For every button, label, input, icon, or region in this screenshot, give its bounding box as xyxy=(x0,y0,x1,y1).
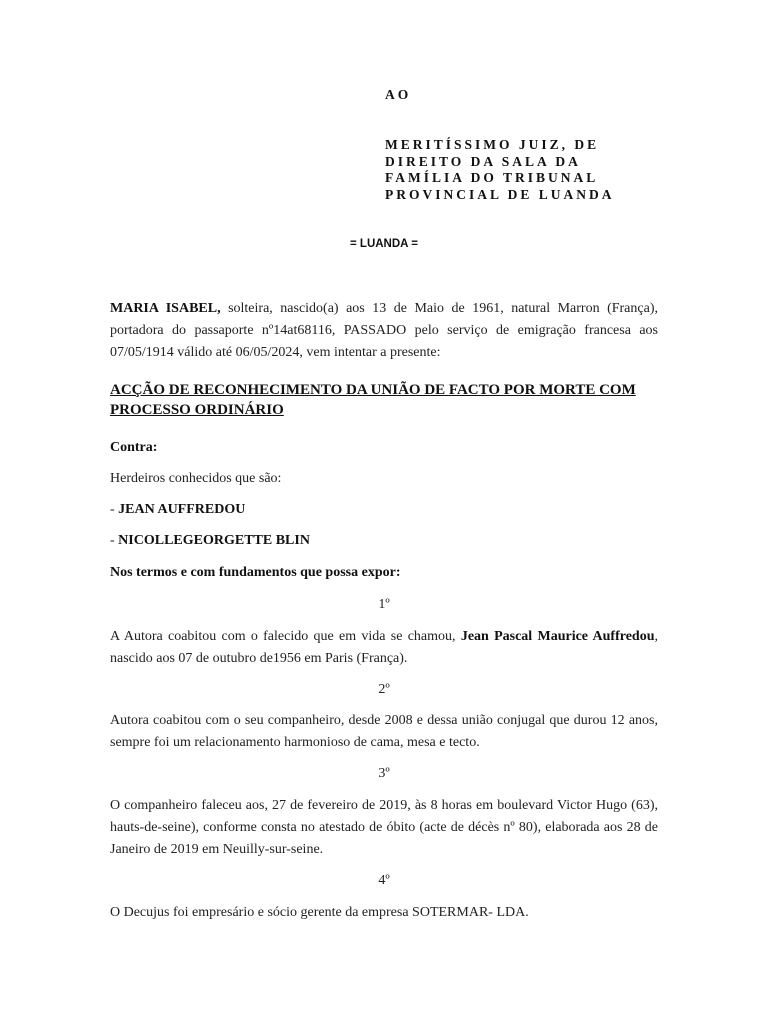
article-paragraph: O companheiro faleceu aos, 27 de fevereiro de 2019, às 8 horas em boulevard Victor Hugo (63), hauts-de-seine), conforme consta no atestado de óbito (acte de décès nº 80), elaborada aos 28 de Janeiro de 2019 em Neuilly-sur-seine. xyxy=(110,798,658,857)
heirs-intro-text: Herdeiros conhecidos que são: xyxy=(110,471,282,486)
action-title-text: ACÇÃO DE RECONHECIMENTO DA UNIÃO DE FACTO POR MORTE COM PROCESSO ORDINÁRIO xyxy=(110,382,636,418)
addressee-line: MERITÍSSIMO JUIZ, DE xyxy=(385,137,600,152)
addressee-line: DIREITO DA SALA DA xyxy=(385,153,581,169)
article-number: 4º xyxy=(378,873,390,888)
addressee-ao: AO xyxy=(385,87,412,102)
article-number: 3º xyxy=(378,766,390,781)
heir-item: - JEAN AUFFREDOU xyxy=(110,502,246,517)
addressee-judge xyxy=(385,137,685,203)
article-paragraph: O Decujus foi empresário e sócio gerente da empresa SOTERMAR- LDA. xyxy=(110,905,529,920)
heirs-intro xyxy=(110,468,658,490)
addressee-line: FAMÍLIA DO TRIBUNAL xyxy=(385,170,599,185)
action-title xyxy=(110,381,658,420)
article-paragraph: Autora coabitou com o seu companheiro, desde 2008 e dessa união conjugal que durou 12 anos, sempre foi um relacionamento harmonioso de cama, mesa e tecto. xyxy=(110,713,658,750)
article-number: 2º xyxy=(378,682,390,697)
article-number: 1º xyxy=(378,597,390,612)
heir-name: NICOLLEGEORGETTE BLIN xyxy=(118,533,310,548)
contra-heading xyxy=(110,437,658,459)
article-paragraph: A Autora coabitou com o falecido que em vida se chamou, Jean Pascal Maurice Auffredou, nascido aos 07 de outubro de1956 em Paris (França). xyxy=(110,629,658,666)
deceased-name: Jean Pascal Maurice Auffredou xyxy=(460,629,655,644)
intro-paragraph xyxy=(110,298,658,364)
heir-name: JEAN AUFFREDOU xyxy=(118,502,246,517)
city-text: = LUANDA = xyxy=(350,238,418,250)
addressee-line: PROVINCIAL DE LUANDA xyxy=(385,186,615,202)
intro-text: solteira, nascido(a) aos 13 de Maio de 1961, natural Marron (França), portadora do passaporte nº14at68116, PASSADO pelo serviço de emigração francesa aos 07/05/1914 válido até 06/05/2024, vem intentar a presente: xyxy=(110,301,658,360)
heir-item: - NICOLLEGEORGETTE BLIN xyxy=(110,533,310,548)
plaintiff-name: MARIA ISABEL, xyxy=(110,301,221,316)
contra-label: Contra: xyxy=(110,440,158,455)
city-heading xyxy=(0,238,768,250)
terms-heading xyxy=(110,562,658,584)
terms-text: Nos termos e com fundamentos que possa expor: xyxy=(110,565,401,580)
